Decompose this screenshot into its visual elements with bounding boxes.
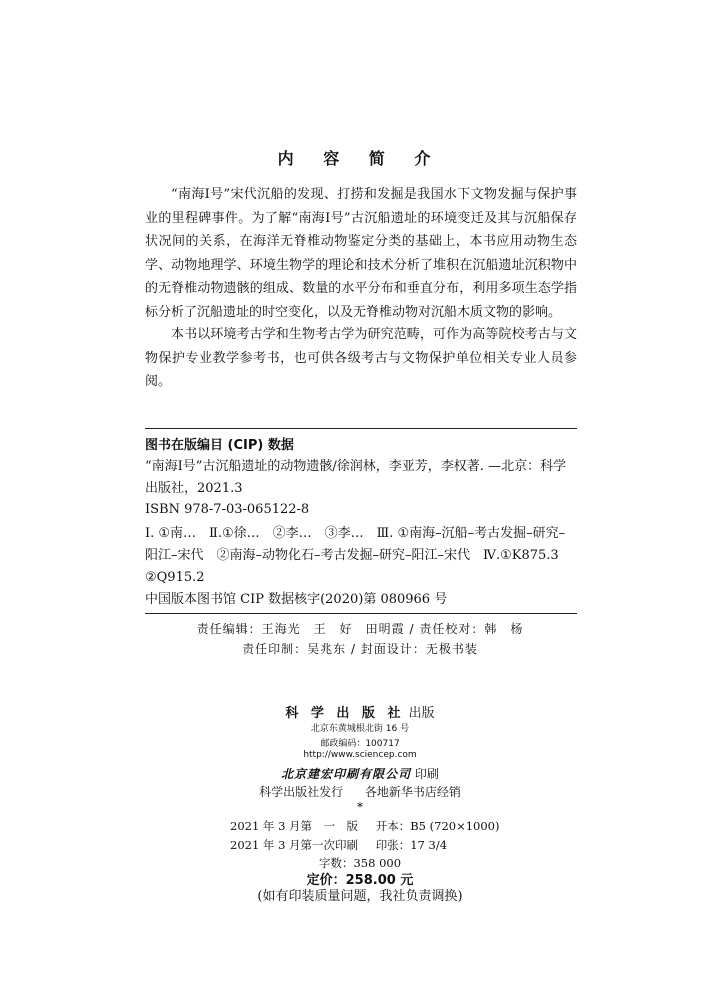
publisher-address: 北京东黄城根北街 16 号 bbox=[310, 724, 410, 734]
printer-suffix: 印刷 bbox=[414, 767, 439, 781]
cip-top-rule bbox=[145, 428, 577, 429]
price: 定价：258.00 元 bbox=[306, 873, 414, 888]
cip-isbn: ISBN 978-7-03-065122-8 bbox=[145, 502, 310, 517]
publisher-postcode: 邮政编码：100717 bbox=[320, 739, 400, 749]
publisher-line bbox=[0, 702, 720, 721]
cip-core-data: 中国版本图书馆 CIP 数据核字(2020)第 080966 号 bbox=[145, 592, 448, 607]
quality-notice: (如有印装质量问题，我社负责调换) bbox=[257, 889, 463, 904]
printing-line bbox=[230, 837, 447, 853]
publisher-suffix: 出版 bbox=[408, 706, 435, 721]
edition: 2021 年 3 月第 一 版 bbox=[230, 819, 359, 833]
staff-line-editors: 责任编辑：王海光 王 好 田明霞 / 责任校对：韩 杨 bbox=[196, 622, 524, 636]
print-sheets: 印张：17 3/4 bbox=[375, 838, 448, 852]
printer-name: 北京建宏印刷有限公司 bbox=[281, 767, 412, 781]
printer-line bbox=[0, 765, 720, 782]
separator-star: * bbox=[357, 800, 363, 814]
edition-line bbox=[230, 818, 499, 834]
cip-title-line: “南海Ⅰ号”古沉船遗址的动物遗骸/徐润林，李亚芳，李权著. —北京：科学出版社，2021.3 bbox=[145, 459, 567, 496]
printing: 2021 年 3 月第一次印刷 bbox=[230, 838, 359, 852]
cip-subjects: Ⅰ. ①南… Ⅱ.①徐… ②李… ③李… Ⅲ. ①南海–沉船–考古发掘–研究–阳江–宋代 ②南海–动物化石–考古发掘–研究–阳江–宋代 Ⅳ.①K875.3 ②Q915.2 bbox=[145, 526, 566, 585]
staff-line-production: 责任印制：吴兆东 / 封面设计：无极书装 bbox=[242, 642, 478, 656]
intro-title: 内 容 简 介 bbox=[277, 149, 443, 168]
intro-paragraph-1: “南海Ⅰ号”宋代沉船的发现、打捞和发掘是我国水下文物发掘与保护事业的里程碑事件。为了解“南海Ⅰ号”古沉船遗址的环境变迁及其与沉船保存状况间的关系，在海洋无脊椎动物鉴定分类的基础上，本书应用动物生态学、动物地理学、环境生物学的理论和技术分析了堆积在沉船遗址沉积物中的无脊椎动物遗骸的组成、数量的水平分布和垂直分布，利用多项生态学指标分析了沉船遗址的时空变化，以及无脊椎动物对沉船木质文物的影响。 bbox=[145, 187, 577, 320]
book-format: 开本：B5 (720×1000) bbox=[375, 819, 500, 833]
cip-heading: 图书在版编目 (CIP) 数据 bbox=[145, 438, 294, 453]
sellers: 各地新华书店经销 bbox=[364, 785, 461, 799]
intro-paragraph-2: 本书以环境考古学和生物考古学为研究范畴，可作为高等院校考古与文物保护专业教学参考书，也可供各级考古与文物保护单位相关专业人员参阅。 bbox=[145, 327, 577, 389]
word-count: 字数：358 000 bbox=[318, 856, 402, 870]
distributor: 科学出版社发行 bbox=[259, 785, 344, 799]
publisher-url: http://www.sciencep.com bbox=[303, 750, 417, 760]
publisher-name: 科 学 出 版 社 bbox=[285, 706, 405, 721]
cip-bottom-rule bbox=[145, 613, 577, 614]
distribution-line bbox=[0, 783, 720, 800]
